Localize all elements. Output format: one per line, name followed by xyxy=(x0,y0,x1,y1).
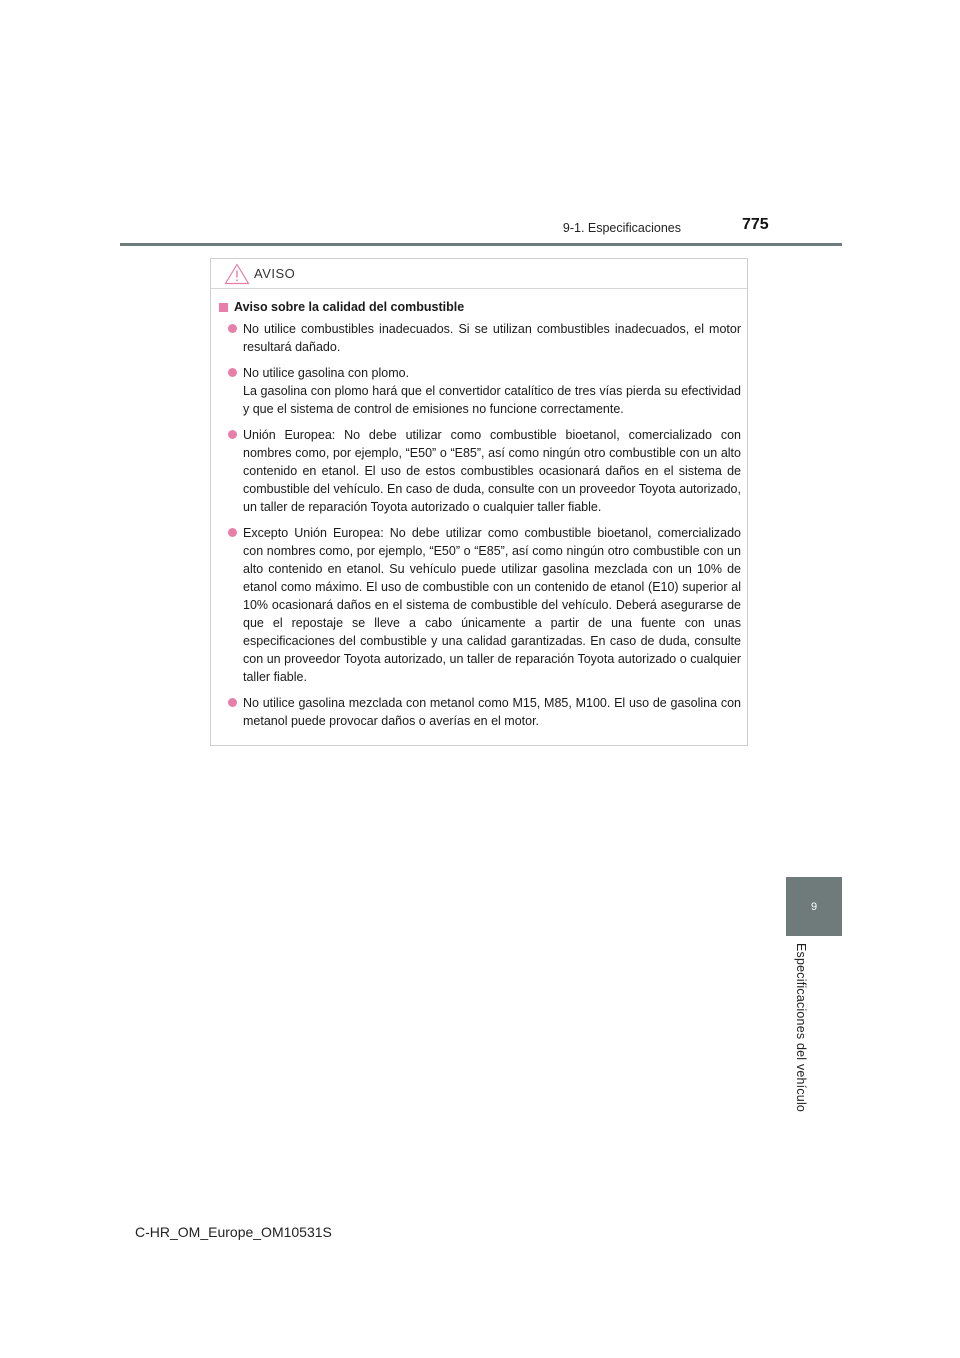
chapter-tab-label: Especificaciones del vehículo xyxy=(794,943,808,1113)
warning-box xyxy=(210,258,748,746)
warning-header xyxy=(211,259,747,289)
list-item xyxy=(219,524,741,686)
bullet-dot-icon xyxy=(228,698,237,707)
footer-document-code: C-HR_OM_Europe_OM10531S xyxy=(135,1224,332,1240)
warning-section-heading xyxy=(219,300,741,314)
bullet-dot-icon xyxy=(228,368,237,377)
list-item-text: No utilice gasolina con plomo. La gasolina con plomo hará que el convertidor catalítico de tres vías pierda su efectividad y que el sistema de control de emisiones no funcione correctamente. xyxy=(243,366,741,416)
list-item-text: Unión Europea: No debe utilizar como combustible bioetanol, comercializado con nombres como, por ejemplo, “E50” o “E85”, así como ningún otro combustible con un alto contenido en etanol. El uso de estos combustibles ocasionará daños en el sistema de combustible del vehículo. En caso de duda, consulte con un proveedor Toyota autorizado, un taller de reparación Toyota autorizado o cualquier taller fiable. xyxy=(243,428,741,514)
list-item xyxy=(219,694,741,730)
warning-label: AVISO xyxy=(254,266,296,281)
chapter-tab: 9 xyxy=(786,877,842,936)
header-rule xyxy=(120,243,842,246)
bullet-dot-icon xyxy=(228,324,237,333)
list-item-text: No utilice gasolina mezclada con metanol como M15, M85, M100. El uso de gasolina con metanol puede provocar daños o averías en el motor. xyxy=(243,696,741,728)
list-item-text: Excepto Unión Europea: No debe utilizar como combustible bioetanol, comercializado con nombres como, por ejemplo, “E50” o “E85”, así como ningún otro combustible con un alto contenido en etanol. Su vehículo puede utilizar gasolina mezclada con un 10% de etanol como máximo. El uso de combustible con un contenido de etanol (E10) superior al 10% ocasionará daños en el sistema de combustible del vehículo. Deberá asegurarse de que el repostaje se lleve a cabo únicamente a partir de una fuente con unas especificaciones del combustible y una calidad garantizadas. En caso de duda, consulte con un proveedor Toyota autorizado, un taller de reparación Toyota autorizado o cualquier taller fiable. xyxy=(243,526,741,684)
list-item xyxy=(219,364,741,418)
list-item-text: No utilice combustibles inadecuados. Si se utilizan combustibles inadecuados, el motor resultará dañado. xyxy=(243,322,741,354)
warning-body xyxy=(211,289,747,730)
header-section-title: 9-1. Especificaciones xyxy=(562,221,681,235)
bullet-dot-icon xyxy=(228,528,237,537)
square-bullet-icon xyxy=(219,303,228,312)
bullet-dot-icon xyxy=(228,430,237,439)
list-item xyxy=(219,426,741,516)
warning-heading-text: Aviso sobre la calidad del combustible xyxy=(234,300,465,314)
warning-triangle-icon xyxy=(224,263,250,285)
list-item xyxy=(219,320,741,356)
page-number: 775 xyxy=(742,216,769,233)
